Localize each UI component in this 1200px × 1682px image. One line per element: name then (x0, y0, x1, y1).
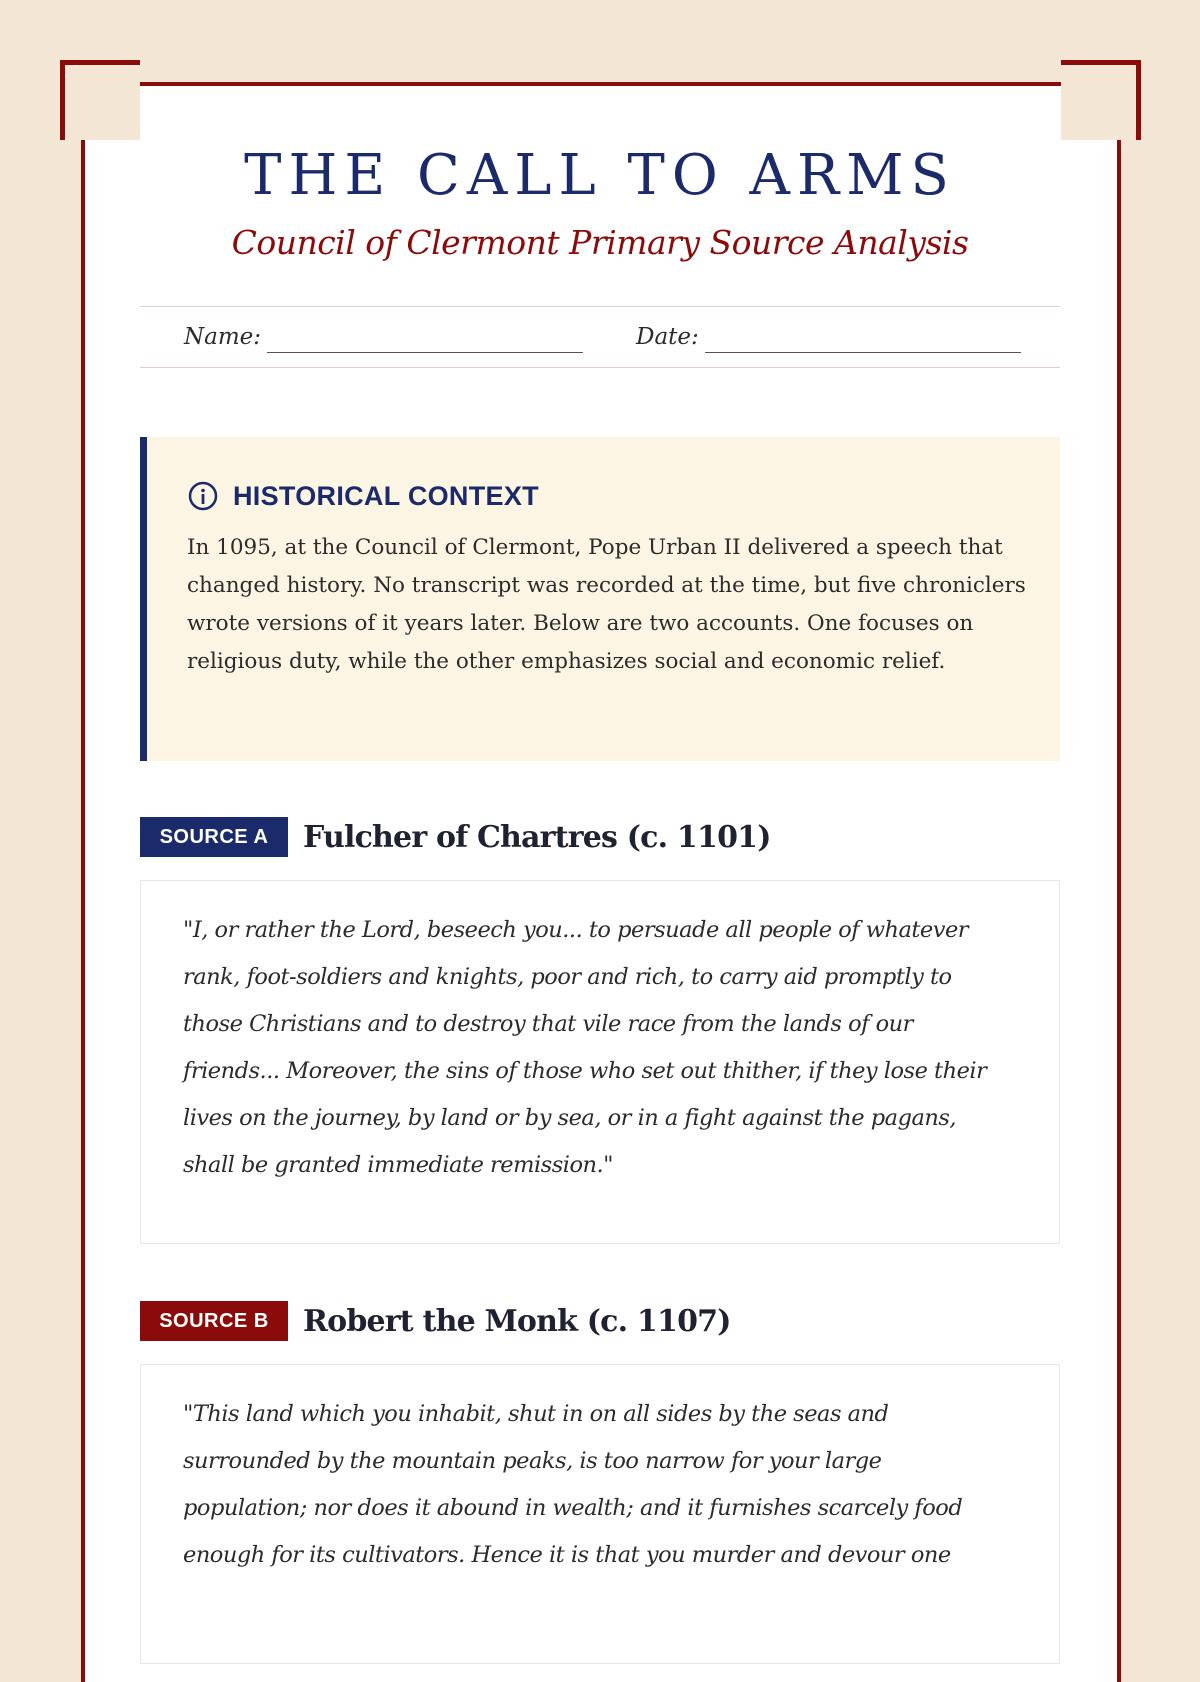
page-title: THE CALL TO ARMS (244, 143, 956, 208)
historical-context-box (140, 437, 1060, 761)
name-blank-line[interactable] (267, 328, 583, 353)
source-a-author: Fulcher of Chartres (c. 1101) (303, 819, 771, 855)
date-blank-line[interactable] (705, 328, 1021, 353)
source-a-badge: SOURCE A (140, 817, 288, 857)
source-b-author: Robert the Monk (c. 1107) (303, 1303, 731, 1339)
name-label: Name: (184, 324, 262, 350)
source-a-quote-box (140, 880, 1060, 1244)
date-field[interactable] (636, 321, 1021, 353)
source-b-quote: "This land which you inhabit, shut in on all sides by the seas and surrounded by the mountain peaks, is too narrow for your large population; nor does it abound in wealth; and it furnishes scarcely food enough for its cultivators. Hence it is that you murder and devour one (183, 1401, 963, 1568)
name-field[interactable] (184, 321, 583, 353)
source-b-quote-box (140, 1364, 1060, 1664)
name-date-row (140, 306, 1060, 368)
context-heading (187, 480, 539, 512)
corner-ornament-top-left (60, 60, 140, 140)
source-b-badge: SOURCE B (140, 1301, 288, 1341)
source-a-quote: "I, or rather the Lord, beseech you... to persuade all people of whatever rank, foot-soldiers and knights, poor and rich, to carry aid promptly to those Christians and to destroy that vile race from the lands of our friends... Moreover, the sins of those who set out thither, if they lose their lives on the journey, by land or by sea, or in a fight against the pagans, shall be granted immediate remission." (183, 917, 987, 1178)
info-icon (187, 480, 219, 512)
context-body: In 1095, at the Council of Clermont, Pope Urban II delivered a speech that changed history. No transcript was recorded at the time, but five chroniclers wrote versions of it years later. Below are two accounts. One focuses on religious duty, while the other emphasizes social and economic relief. (187, 535, 1026, 674)
page-subtitle: Council of Clermont Primary Source Analysis (231, 223, 969, 262)
corner-ornament-top-right (1061, 60, 1141, 140)
date-label: Date: (636, 324, 699, 350)
context-title: HISTORICAL CONTEXT (233, 480, 539, 511)
source-b-heading (140, 1301, 731, 1341)
source-a-heading (140, 817, 771, 857)
